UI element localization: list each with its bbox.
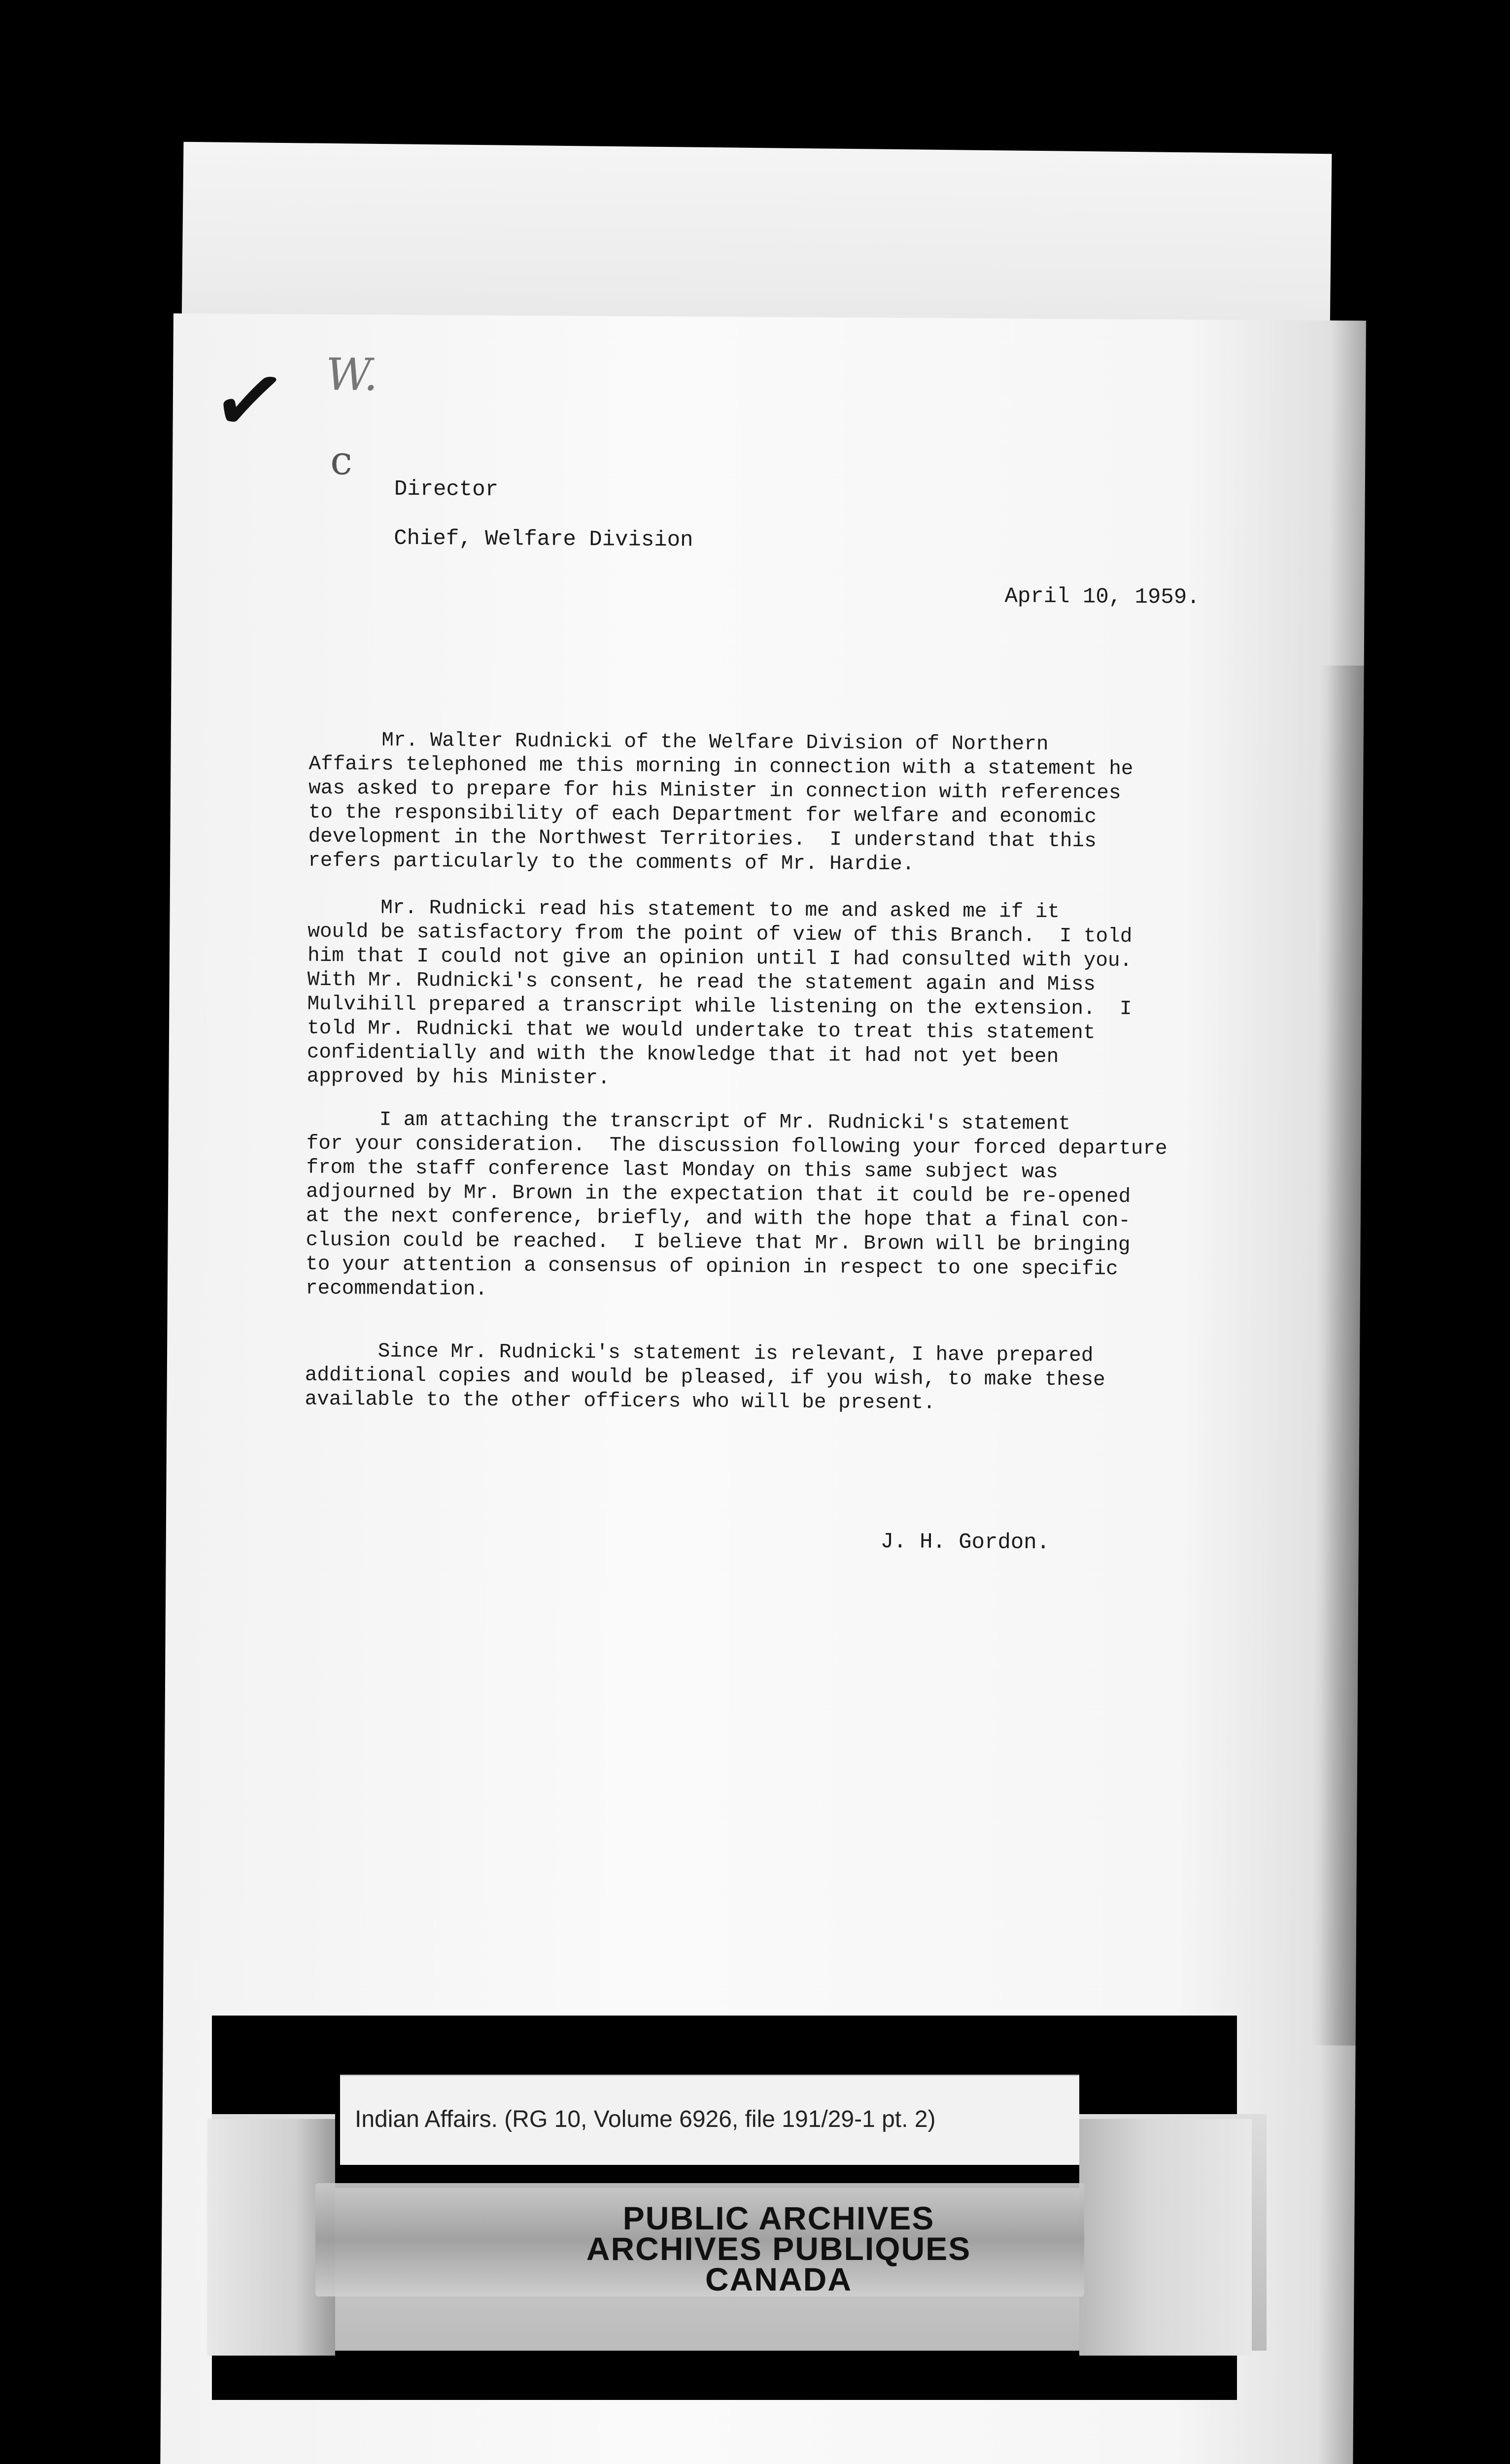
handwritten-mark: c	[330, 437, 353, 484]
stamp-line-2: ARCHIVES PUBLIQUES	[586, 2230, 971, 2267]
stamp-line-1: PUBLIC ARCHIVES	[622, 2200, 935, 2236]
archive-reference-text: Indian Affairs. (RG 10, Volume 6926, file 191/29-1 pt. 2)	[355, 2106, 936, 2132]
handwritten-initial: W.	[325, 348, 378, 401]
letter-date: April 10, 1959.	[1004, 584, 1200, 610]
stamp-line-3: CANADA	[705, 2261, 852, 2297]
handwritten-check-mark: ✓	[205, 343, 294, 457]
page-edge-shadow	[1311, 665, 1364, 2045]
archive-reference-label	[340, 2075, 1079, 2165]
paragraph-3: I am attaching the transcript of Mr. Rudnicki's statement for your consideration. The discussion following your forced departure from the staff conference last Monday on this same subject was adjourned by Mr. Brown in the expectation that it could be re-opened at the next conference, briefly, and with the hope that a final con- clusion could be reached. I believe that Mr. Brown will be bringing to your attention a consensus of opinion in respect to one specific recommendation.	[305, 1108, 1167, 1301]
paragraph-1: Mr. Walter Rudnicki of the Welfare Division of Northern Affairs telephoned me this morning in connection with a statement he was asked to prepare for his Minister in connection with references to the responsibility of each Department for welfare and economic development in the Northwest Territories. I understand that this refers particularly to the comments of Mr. Hardie.	[308, 728, 1133, 876]
stamp-tab-right	[1079, 2119, 1252, 2356]
sender-line: Chief, Welfare Division	[394, 526, 693, 553]
addressee-line: Director	[394, 477, 499, 503]
signature: J. H. Gordon.	[880, 1529, 1050, 1555]
paragraph-2: Mr. Rudnicki read his statement to me and asked me if it would be satisfactory from the point of view of this Branch. I told him that I could not give an opinion until I had consulted with you. With Mr. Rudnicki's consent, he read the statement again and Miss Mulvihill prepared a transcript while listening on the extension. I told Mr. Rudnicki that we would undertake to treat this statement confidentially and with the knowledge that it had not yet been approved by his Minister.	[307, 896, 1132, 1090]
paragraph-4: Since Mr. Rudnicki's statement is relevant, I have prepared additional copies and would be pleased, if you wish, to make these available to the other officers who will be present.	[305, 1339, 1105, 1415]
